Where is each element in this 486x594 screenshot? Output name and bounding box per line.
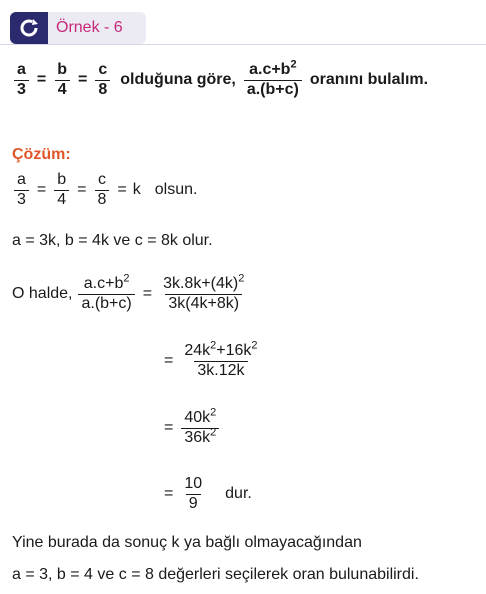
fraction-numerator: b [57,171,67,188]
question-target-fraction [244,58,302,99]
fraction-denominator: 4 [54,190,69,209]
fraction-numerator: $a.c+b^2$ [83,272,130,292]
equals-sign: = [36,181,47,199]
question-connector: olduğuna göre, [120,71,236,89]
step5-fraction [181,406,219,447]
solution-step-6 [158,476,252,513]
fraction-denominator: $36k^2$ [181,428,219,447]
equals-sign: = [164,485,174,503]
fraction-numerator: c [98,61,108,78]
fraction-numerator: $a.c+b^2$ [249,58,297,78]
solution-step-3 [12,272,249,313]
step3-lhs-fraction [78,272,134,313]
equals-sign: = [117,181,127,199]
step1-fraction-c [95,172,110,209]
equals-sign: = [164,352,174,370]
fraction-numerator: 10 [184,475,203,492]
step3-lead: O halde, [12,285,73,303]
fraction-denominator: 3 [14,190,29,209]
fraction-denominator: 3k.12k [194,361,247,380]
equals-sign: = [36,71,47,89]
equals-sign: = [78,71,88,89]
fraction-numerator: a [17,61,26,78]
fraction-denominator: 9 [186,494,201,513]
fraction-numerator: c [97,171,106,188]
equals-sign: = [77,181,87,199]
solution-step-2: a = 3k, b = 4k ve c = 8k olur. [12,232,213,249]
fraction-denominator: 8 [95,190,110,209]
step1-fraction-b [54,172,69,209]
fraction-denominator: 3k(4k+8k) [165,294,242,313]
solution-step-4 [158,339,263,380]
step1-tail: olsun. [154,181,198,199]
example-badge [10,12,146,44]
question-tail: oranını bulalım. [309,71,429,89]
fraction-numerator: $24k^2+16k^2$ [184,339,258,359]
fraction-numerator: $3k.8k+(4k)^2$ [163,272,245,292]
equals-sign: = [142,285,153,303]
conclusion-line-1: Yine burada da sonuç k ya bağlı olmayacağından [12,534,362,551]
question-fraction-a [14,62,29,99]
fraction-numerator: a [17,171,26,188]
question-fraction-c [95,62,110,99]
step1-fraction-a [14,172,29,209]
fraction-denominator: 4 [55,80,70,99]
example-title: Örnek - 6 [56,19,123,36]
refresh-circle-icon [19,18,39,38]
header-divider [0,44,486,45]
fraction-numerator: $40k^2$ [184,406,217,426]
fraction-denominator: a.(b+c) [244,80,302,99]
conclusion-line-2: a = 3, b = 4 ve c = 8 değerleri seçilerek oran bulunabilirdi. [12,566,419,583]
question-fraction-b [54,62,70,99]
badge-icon-box [10,12,48,44]
step3-rhs-fraction [160,272,247,313]
step6-tail: dur. [225,485,252,503]
step6-fraction [181,476,205,513]
solution-step-1 [12,172,197,209]
question-line [12,58,429,99]
fraction-numerator: b [57,61,68,78]
step1-rhs: k [132,181,141,199]
solution-title: Çözüm: [12,146,71,163]
equals-sign: = [164,419,174,437]
fraction-denominator: a.(b+c) [78,294,134,313]
fraction-denominator: 3 [14,80,29,99]
solution-step-5 [158,406,221,447]
fraction-denominator: 8 [95,80,110,99]
step4-fraction [181,339,260,380]
